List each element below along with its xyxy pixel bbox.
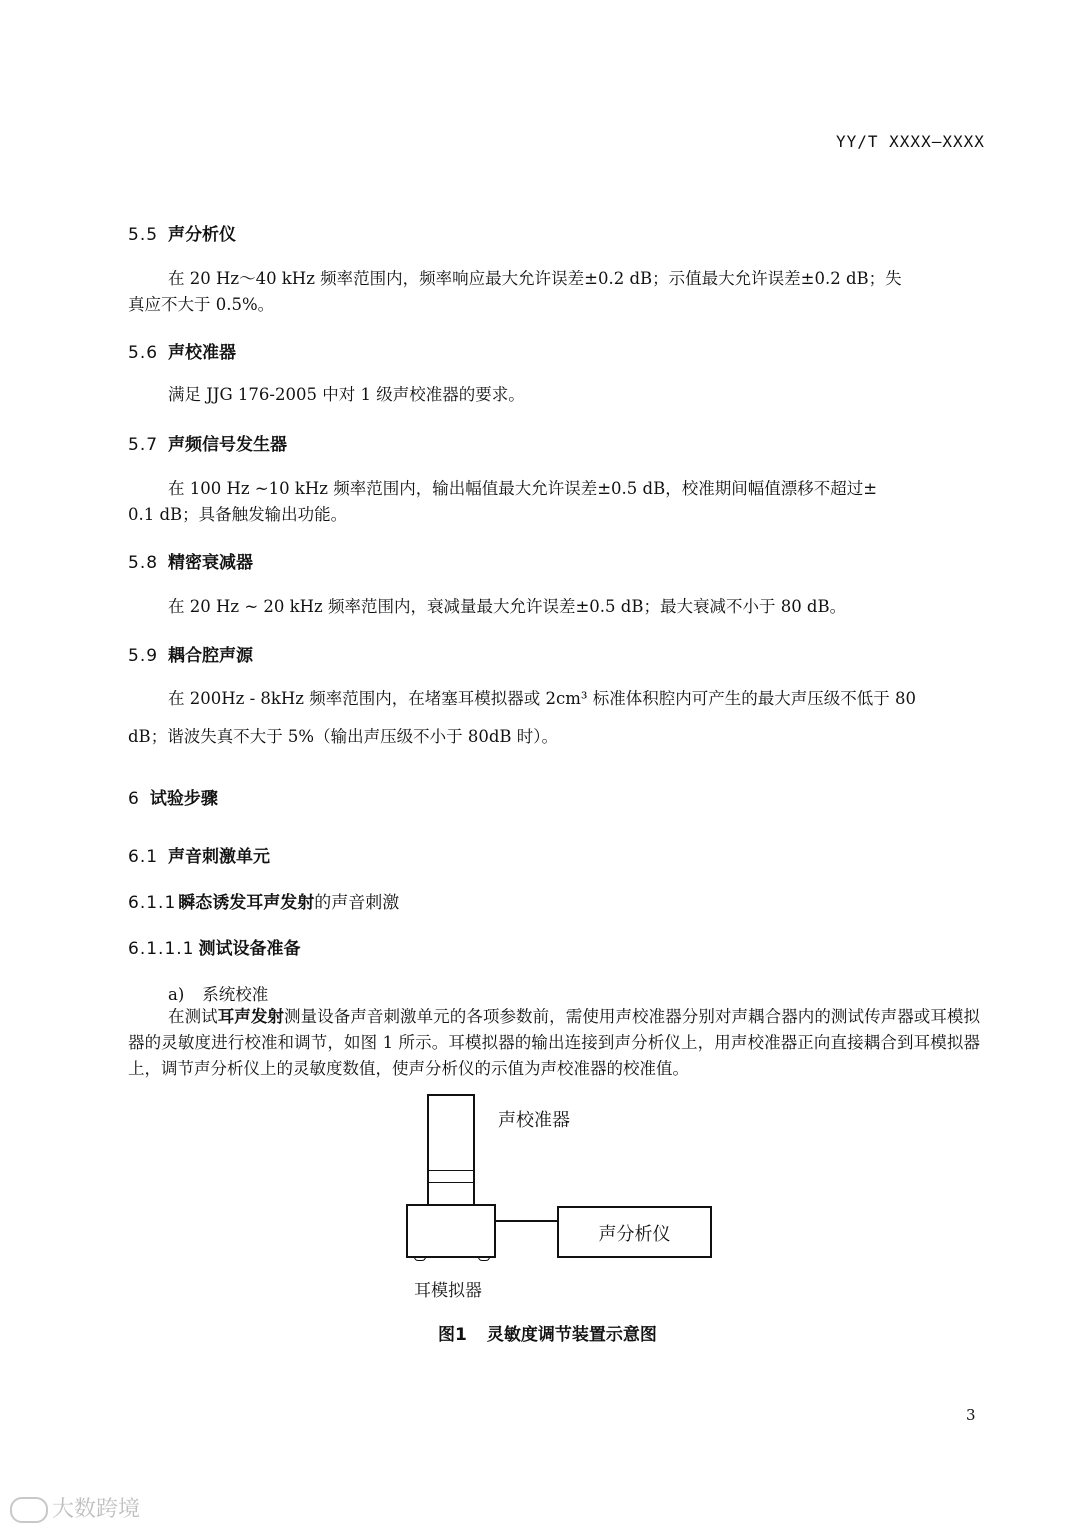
section-5-7-line-2: 0.1 dB；具备触发输出功能。 xyxy=(128,505,348,524)
list-item-label: a) xyxy=(168,985,185,1004)
page-number: 3 xyxy=(966,1406,976,1424)
section-title: 精密衰减器 xyxy=(168,553,254,573)
calibration-paragraph xyxy=(128,1004,980,1082)
watermark xyxy=(10,1492,140,1523)
section-number: 5.7 xyxy=(128,435,159,455)
section-number: 5.8 xyxy=(128,553,159,573)
section-title: 声校准器 xyxy=(168,343,237,363)
section-6-1-1-1-heading xyxy=(128,934,300,959)
ear-simulator-foot xyxy=(478,1256,490,1261)
figure-caption-number: 图1 xyxy=(438,1325,467,1345)
section-title: 测试设备准备 xyxy=(198,939,301,959)
watermark-text: 大数跨境 xyxy=(52,1497,141,1522)
analyzer-label: 声分析仪 xyxy=(598,1224,671,1245)
section-title-rest: 的声音刺激 xyxy=(314,893,400,913)
section-5-9-heading xyxy=(128,641,253,666)
section-5-8-heading xyxy=(128,548,253,573)
section-title: 声分析仪 xyxy=(168,225,237,245)
section-5-6-heading xyxy=(128,338,236,363)
section-number: 6 xyxy=(128,789,140,809)
ear-simulator-shape xyxy=(406,1204,496,1258)
section-number: 5.9 xyxy=(128,646,159,666)
paragraph-text-post: 测量设备声音刺激单元的各项参数前，需使用声校准器分别对声耦合器内的测试传声器或耳模拟器的灵敏度进行校准和调节，如图 1 所示。耳模拟器的输出连接到声分析仪上，用声校准器正向直接耦合到耳模拟器上，调节声分析仪上的灵敏度数值，使声分析仪的示值为声校准器的校准值。 xyxy=(128,1007,981,1078)
calibrator-shape xyxy=(427,1094,475,1206)
paragraph-text-pre: 在测试 xyxy=(168,1007,218,1026)
analyzer-shape xyxy=(557,1206,712,1258)
section-title: 声频信号发生器 xyxy=(168,435,288,455)
calibrator-band-line xyxy=(429,1170,473,1171)
section-5-9-line-2: dB；谐波失真不大于 5%（输出声压级不小于 80dB 时）。 xyxy=(128,727,559,746)
section-6-1-heading xyxy=(128,842,270,867)
ear-simulator-label: 耳模拟器 xyxy=(414,1281,482,1301)
section-5-8-line-1: 在 20 Hz ~ 20 kHz 频率范围内，衰减量最大允许误差±0.5 dB；最大衰减不小于 80 dB。 xyxy=(168,597,847,616)
section-title-bold: 瞬态诱发耳声发射 xyxy=(178,893,315,913)
section-5-9-line-1: 在 200Hz - 8kHz 频率范围内，在堵塞耳模拟器或 2cm³ 标准体积腔内可产生的最大声压级不低于 80 xyxy=(168,689,916,708)
section-5-7-line-1: 在 100 Hz ~10 kHz 频率范围内，输出幅值最大允许误差±0.5 dB，校准期间幅值漂移不超过± xyxy=(168,479,878,498)
section-5-5-line-2: 真应不大于 0.5%。 xyxy=(128,295,275,314)
section-number: 5.6 xyxy=(128,343,159,363)
calibrator-label: 声校准器 xyxy=(498,1110,570,1131)
list-item-title: 系统校准 xyxy=(202,985,269,1004)
section-5-7-heading xyxy=(128,430,287,455)
section-title: 试验步骤 xyxy=(149,789,218,809)
ear-simulator-foot xyxy=(414,1256,426,1261)
section-number: 6.1.1.1 xyxy=(128,939,195,959)
section-5-5-heading xyxy=(128,220,236,245)
paragraph-text-bold: 耳声发射 xyxy=(217,1007,285,1026)
section-number: 5.5 xyxy=(128,225,159,245)
section-title: 耦合腔声源 xyxy=(168,646,254,666)
section-number: 6.1 xyxy=(128,847,159,867)
figure-caption-text: 灵敏度调节装置示意图 xyxy=(486,1325,657,1345)
section-number: 6.1.1 xyxy=(128,893,177,913)
section-5-6-line-1: 满足 JJG 176-2005 中对 1 级声校准器的要求。 xyxy=(168,385,525,404)
figure-caption xyxy=(438,1320,657,1345)
calibrator-band-line xyxy=(429,1182,473,1183)
watermark-logo-icon xyxy=(10,1497,48,1523)
section-title: 声音刺激单元 xyxy=(168,847,271,867)
section-5-5-line-1: 在 20 Hz～40 kHz 频率范围内，频率响应最大允许误差±0.2 dB；示值最大允许误差±0.2 dB；失 xyxy=(168,269,902,288)
connection-line xyxy=(496,1220,558,1222)
section-6-1-1-heading xyxy=(128,888,399,913)
standard-code: YY/T XXXX—XXXX xyxy=(836,132,985,151)
section-6-heading xyxy=(128,784,218,809)
